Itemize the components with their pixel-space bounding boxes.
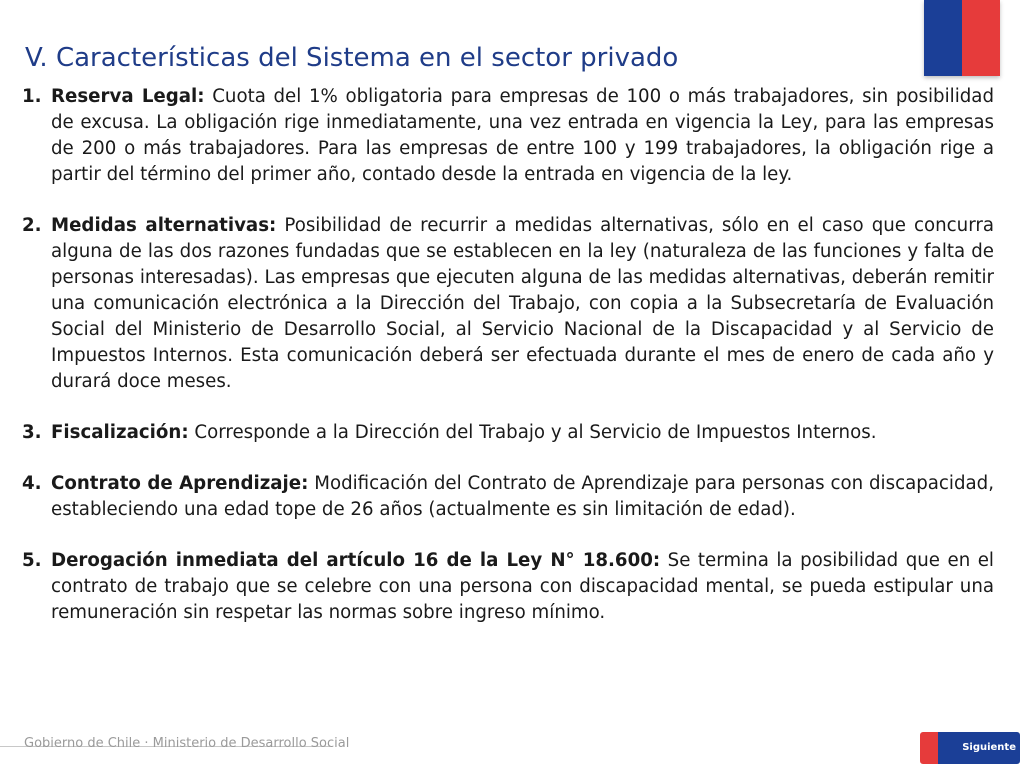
item-number: 1. <box>22 86 42 107</box>
item-text: Corresponde a la Dirección del Trabajo y al Servicio de Impuestos Internos. <box>188 422 877 443</box>
item-text: Posibilidad de recurrir a medidas alternativas, sólo en el caso que concurra alguna de las dos razones fundadas que se establecen en la ley (naturaleza de las funciones y falta de personas interesadas). Las empresas que ejecuten alguna de las medidas alternativas, deberán remitir una comunicación electrónica a la Dirección del Trabajo, con copia a la Subsecretaría de Evaluación Social del Ministerio de Desarrollo Social, al Servicio Nacional de la Discapacidad y al Servicio de Impuestos Internos. Esta comunicación deberá ser efectuada durante el mes de enero de cada año y durará doce meses. <box>51 215 994 392</box>
item-heading: Contrato de Aprendizaje: <box>51 473 309 494</box>
list-item <box>22 471 994 523</box>
chile-flag-icon <box>924 0 1000 76</box>
item-heading: Derogación inmediata del artículo 16 de la Ley N° 18.600: <box>51 550 661 571</box>
item-number: 4. <box>22 473 42 494</box>
next-button-label: Siguiente <box>962 742 1016 753</box>
item-heading: Medidas alternativas: <box>51 215 277 236</box>
list-item <box>22 84 994 188</box>
item-number: 2. <box>22 215 42 236</box>
next-button[interactable] <box>920 732 1020 764</box>
item-number: 3. <box>22 422 42 443</box>
slide-title: V. Características del Sistema en el sector privado <box>25 43 679 74</box>
list-item <box>22 213 994 395</box>
list-item <box>22 420 994 446</box>
footer-credit: Gobierno de Chile · Ministerio de Desarrollo Social <box>24 736 350 751</box>
item-number: 5. <box>22 550 42 571</box>
item-text: Se termina la posibilidad que en el contrato de trabajo que se celebre con una persona con discapacidad mental, se pueda estipular una remuneración sin respetar las normas sobre ingreso mínimo. <box>51 550 994 623</box>
item-heading: Reserva Legal: <box>51 86 205 107</box>
item-text: Cuota del 1% obligatoria para empresas de 100 o más trabajadores, sin posibilidad de excusa. La obligación rige inmediatamente, una vez entrada en vigencia la Ley, para las empresas de 200 o más trabajadores. Para las empresas de entre 100 y 199 trabajadores, la obligación rige a partir del término del primer año, contado desde la entrada en vigencia de la ley. <box>51 86 995 185</box>
characteristics-list <box>22 84 994 651</box>
list-item <box>22 548 994 626</box>
item-heading: Fiscalización: <box>51 422 189 443</box>
item-text: Modificación del Contrato de Aprendizaje para personas con discapacidad, estableciendo una edad tope de 26 años (actualmente es sin limitación de edad). <box>51 473 994 520</box>
